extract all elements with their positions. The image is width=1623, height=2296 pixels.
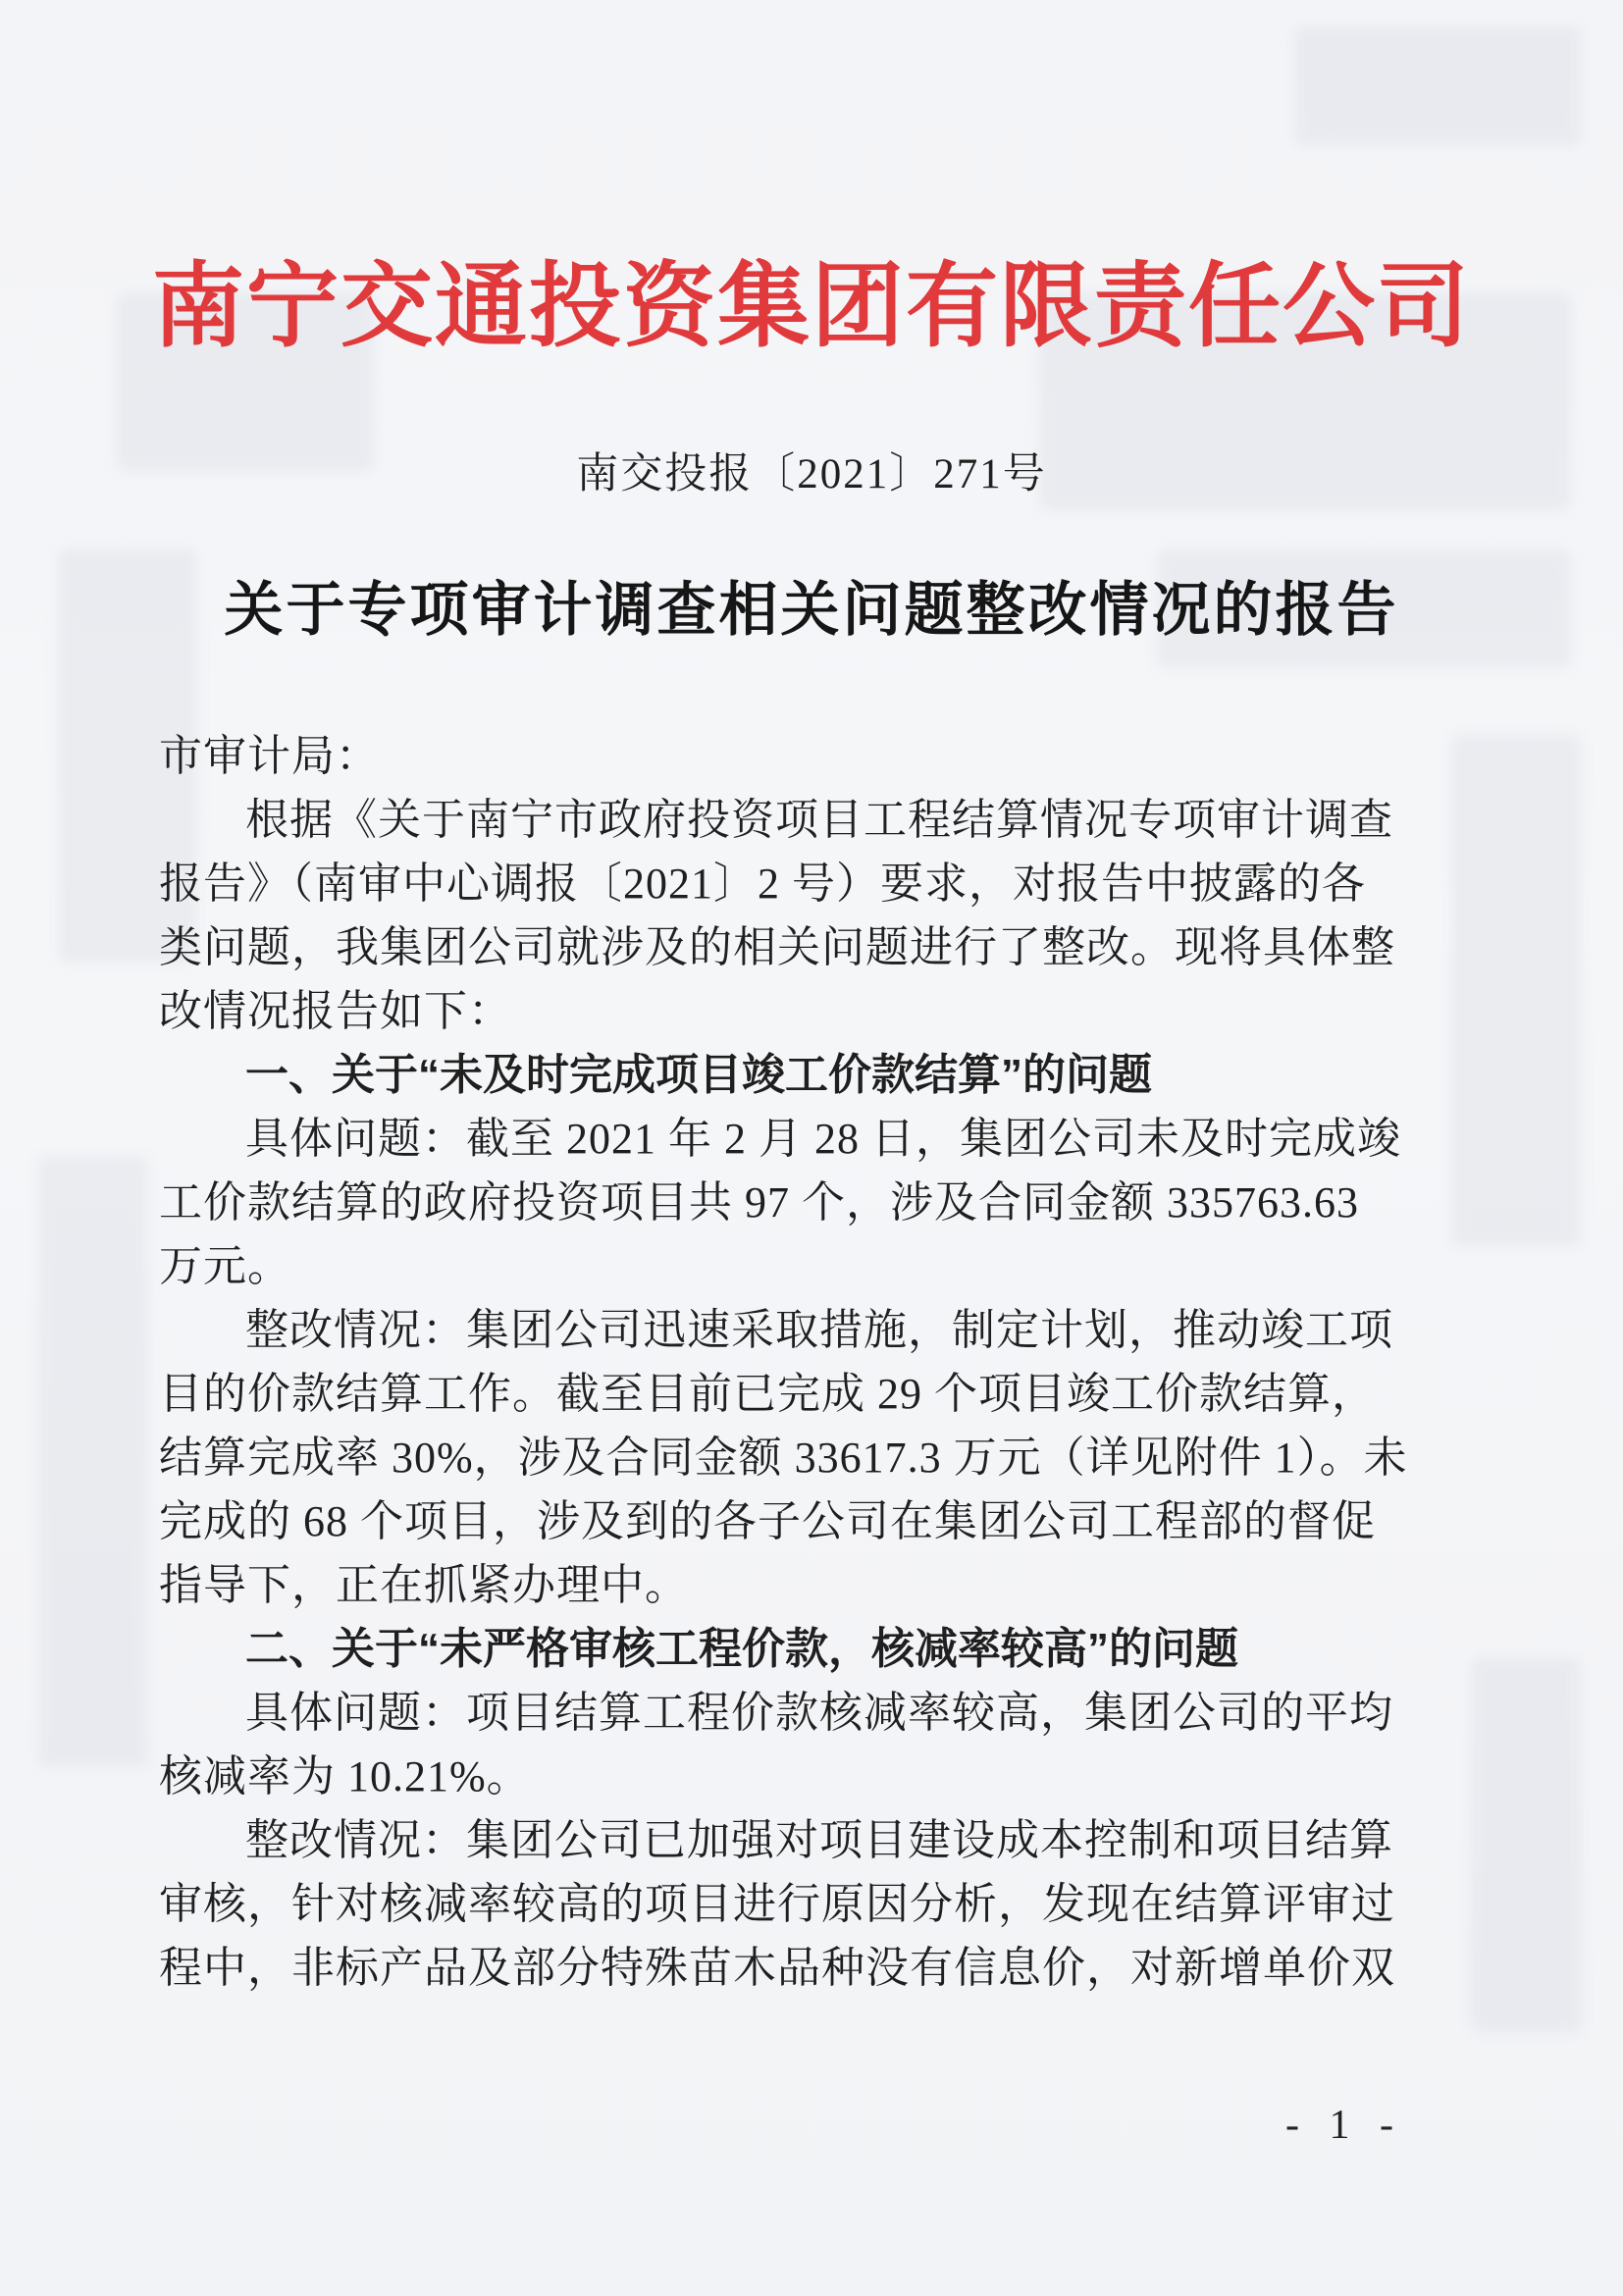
page-number: - 1 - xyxy=(1285,2103,1403,2148)
organization-title: 南宁交通投资集团有限责任公司 xyxy=(151,256,1471,358)
body-line: 审核，针对核减率较高的项目进行原因分析，发现在结算评审过 xyxy=(159,1880,1395,1928)
body-line: 具体问题：项目结算工程价款核减率较高，集团公司的平均 xyxy=(245,1689,1393,1737)
body-line: 根据《关于南宁市政府投资项目工程结算情况专项审计调查 xyxy=(245,796,1393,844)
body-line: 具体问题：截至 2021 年 2 月 28 日，集团公司未及时完成竣 xyxy=(245,1115,1401,1163)
bleedthrough-artifact xyxy=(1295,27,1580,145)
body-line: 完成的 68 个项目，涉及到的各子公司在集团公司工程部的督促 xyxy=(159,1497,1376,1545)
body-line: 市审计局： xyxy=(159,732,380,780)
document-number: 南交投报〔2021〕271号 xyxy=(576,451,1047,497)
section-heading: 二、关于“未严格审核工程价款，核减率较高”的问题 xyxy=(245,1625,1238,1673)
body-line: 指导下，正在抓紧办理中。 xyxy=(159,1561,689,1609)
body-line: 结算完成率 30%，涉及合同金额 33617.3 万元（详见附件 1）。未 xyxy=(159,1434,1408,1482)
body-line: 整改情况：集团公司迅速采取措施，制定计划，推动竣工项 xyxy=(245,1306,1393,1354)
body-line: 程中，非标产品及部分特殊苗木品种没有信息价，对新增单价双 xyxy=(159,1944,1395,1992)
bleedthrough-artifact xyxy=(1472,1658,1580,2031)
body-line: 工价款结算的政府投资项目共 97 个，涉及合同金额 335763.63 xyxy=(159,1178,1359,1226)
body-line: 目的价款结算工作。截至目前已完成 29 个项目竣工价款结算， xyxy=(159,1370,1376,1418)
body-line: 整改情况：集团公司已加强对项目建设成本控制和项目结算 xyxy=(245,1816,1393,1864)
document-title: 关于专项审计调查相关问题整改情况的报告 xyxy=(224,578,1399,643)
body-line: 报告》（南审中心调报〔2021〕2 号）要求，对报告中披露的各 xyxy=(159,860,1366,908)
section-heading: 一、关于“未及时完成项目竣工价款结算”的问题 xyxy=(245,1051,1152,1099)
body-line: 核减率为 10.21%。 xyxy=(159,1752,531,1800)
bleedthrough-artifact xyxy=(1452,736,1580,1246)
body-line: 类问题，我集团公司就涉及的相关问题进行了整改。现将具体整 xyxy=(159,923,1395,971)
body-line: 万元。 xyxy=(159,1242,291,1290)
body-line: 改情况报告如下： xyxy=(159,987,512,1035)
document-body xyxy=(159,724,1464,2000)
bleedthrough-artifact xyxy=(39,1158,147,1766)
